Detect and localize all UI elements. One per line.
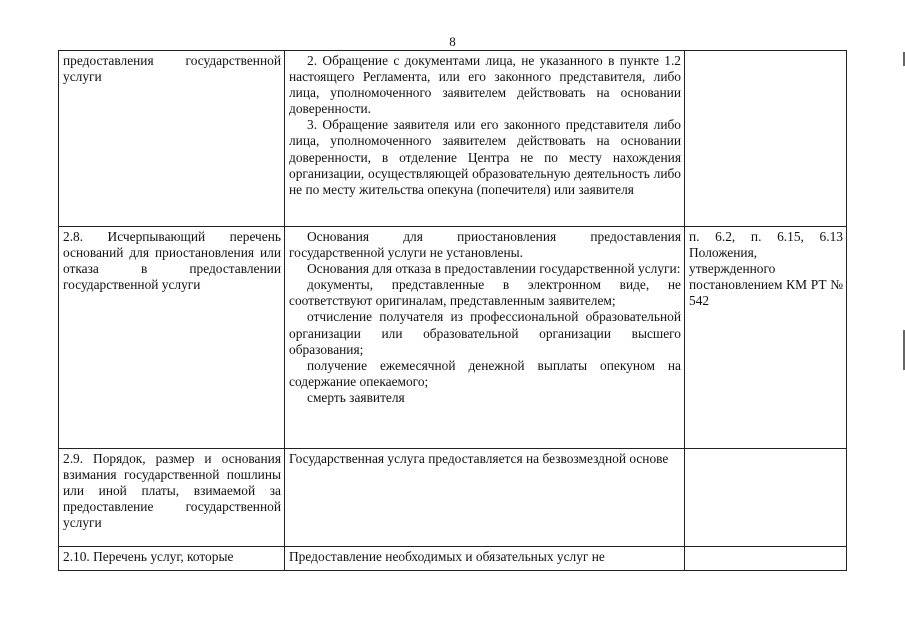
cell-paragraph: Основания для отказа в предоставлении государственной услуги: [307,261,681,277]
cell-text: п. 6.2, п. 6.15, 6.13 Положения, утвержденного постановлением КМ РТ № 542 [689,229,843,309]
cell-paragraph: Государственная услуга предоставляется на безвозмездной основе [289,451,669,466]
cell-paragraph: Основания для приостановления предоставления государственной услуги не установлены. [289,229,681,261]
table-cell-section [59,51,285,227]
page-number: 8 [449,34,456,49]
table-cell-reference [685,449,847,547]
table-cell-section [59,227,285,449]
cell-paragraph: документы, представленные в электронном виде, не соответствуют оригиналам, представленным заявителем; [289,277,681,309]
table-cell-reference [685,547,847,571]
table-cell-content [285,547,685,571]
table-cell-reference [685,51,847,227]
cell-text: предоставления государственной услуги [63,53,281,85]
cell-paragraph: Предоставление необходимых и обязательных услуг не [289,549,605,564]
cell-paragraph: 2. Обращение с документами лица, не указанного в пункте 1.2 настоящего Регламента, или его законного представителя, либо лица, уполномоченного заявителем действовать на основании доверенности. [289,53,681,117]
table-row [59,449,847,547]
cell-paragraph: смерть заявителя [307,389,405,405]
table-row [59,227,847,449]
table-row [59,547,847,571]
cell-text: 2.9. Порядок, размер и основания взимания государственной пошлины или иной платы, взимаемой за предоставление государственной услуги [63,451,281,531]
table-cell-content [285,227,685,449]
table-cell-content [285,51,685,227]
table-cell-section [59,547,285,571]
table-row [59,51,847,227]
cell-paragraph: 3. Обращение заявителя или его законного представителя либо лица, уполномоченного заявителем действовать на основании доверенности, в отделение Центра не по месту нахождения организации, осуществляющей образовательную деятельность либо не по месту жительства опекуна (попечителя) или заявителя [289,117,681,197]
table-cell-content [285,449,685,547]
cell-text: 2.10. Перечень услуг, которые [63,549,234,564]
cell-paragraph: отчисление получателя из профессиональной образовательной организации или образовательной организации высшего образования; [289,309,681,357]
table-cell-reference [685,227,847,449]
table-cell-section [59,449,285,547]
cell-paragraph: получение ежемесячной денежной выплаты опекуном на содержание опекаемого; [289,357,681,389]
cell-text: 2.8. Исчерпывающий перечень оснований для приостановления или отказа в предоставлении государственной услуги [63,229,281,293]
regulation-table [58,50,847,571]
